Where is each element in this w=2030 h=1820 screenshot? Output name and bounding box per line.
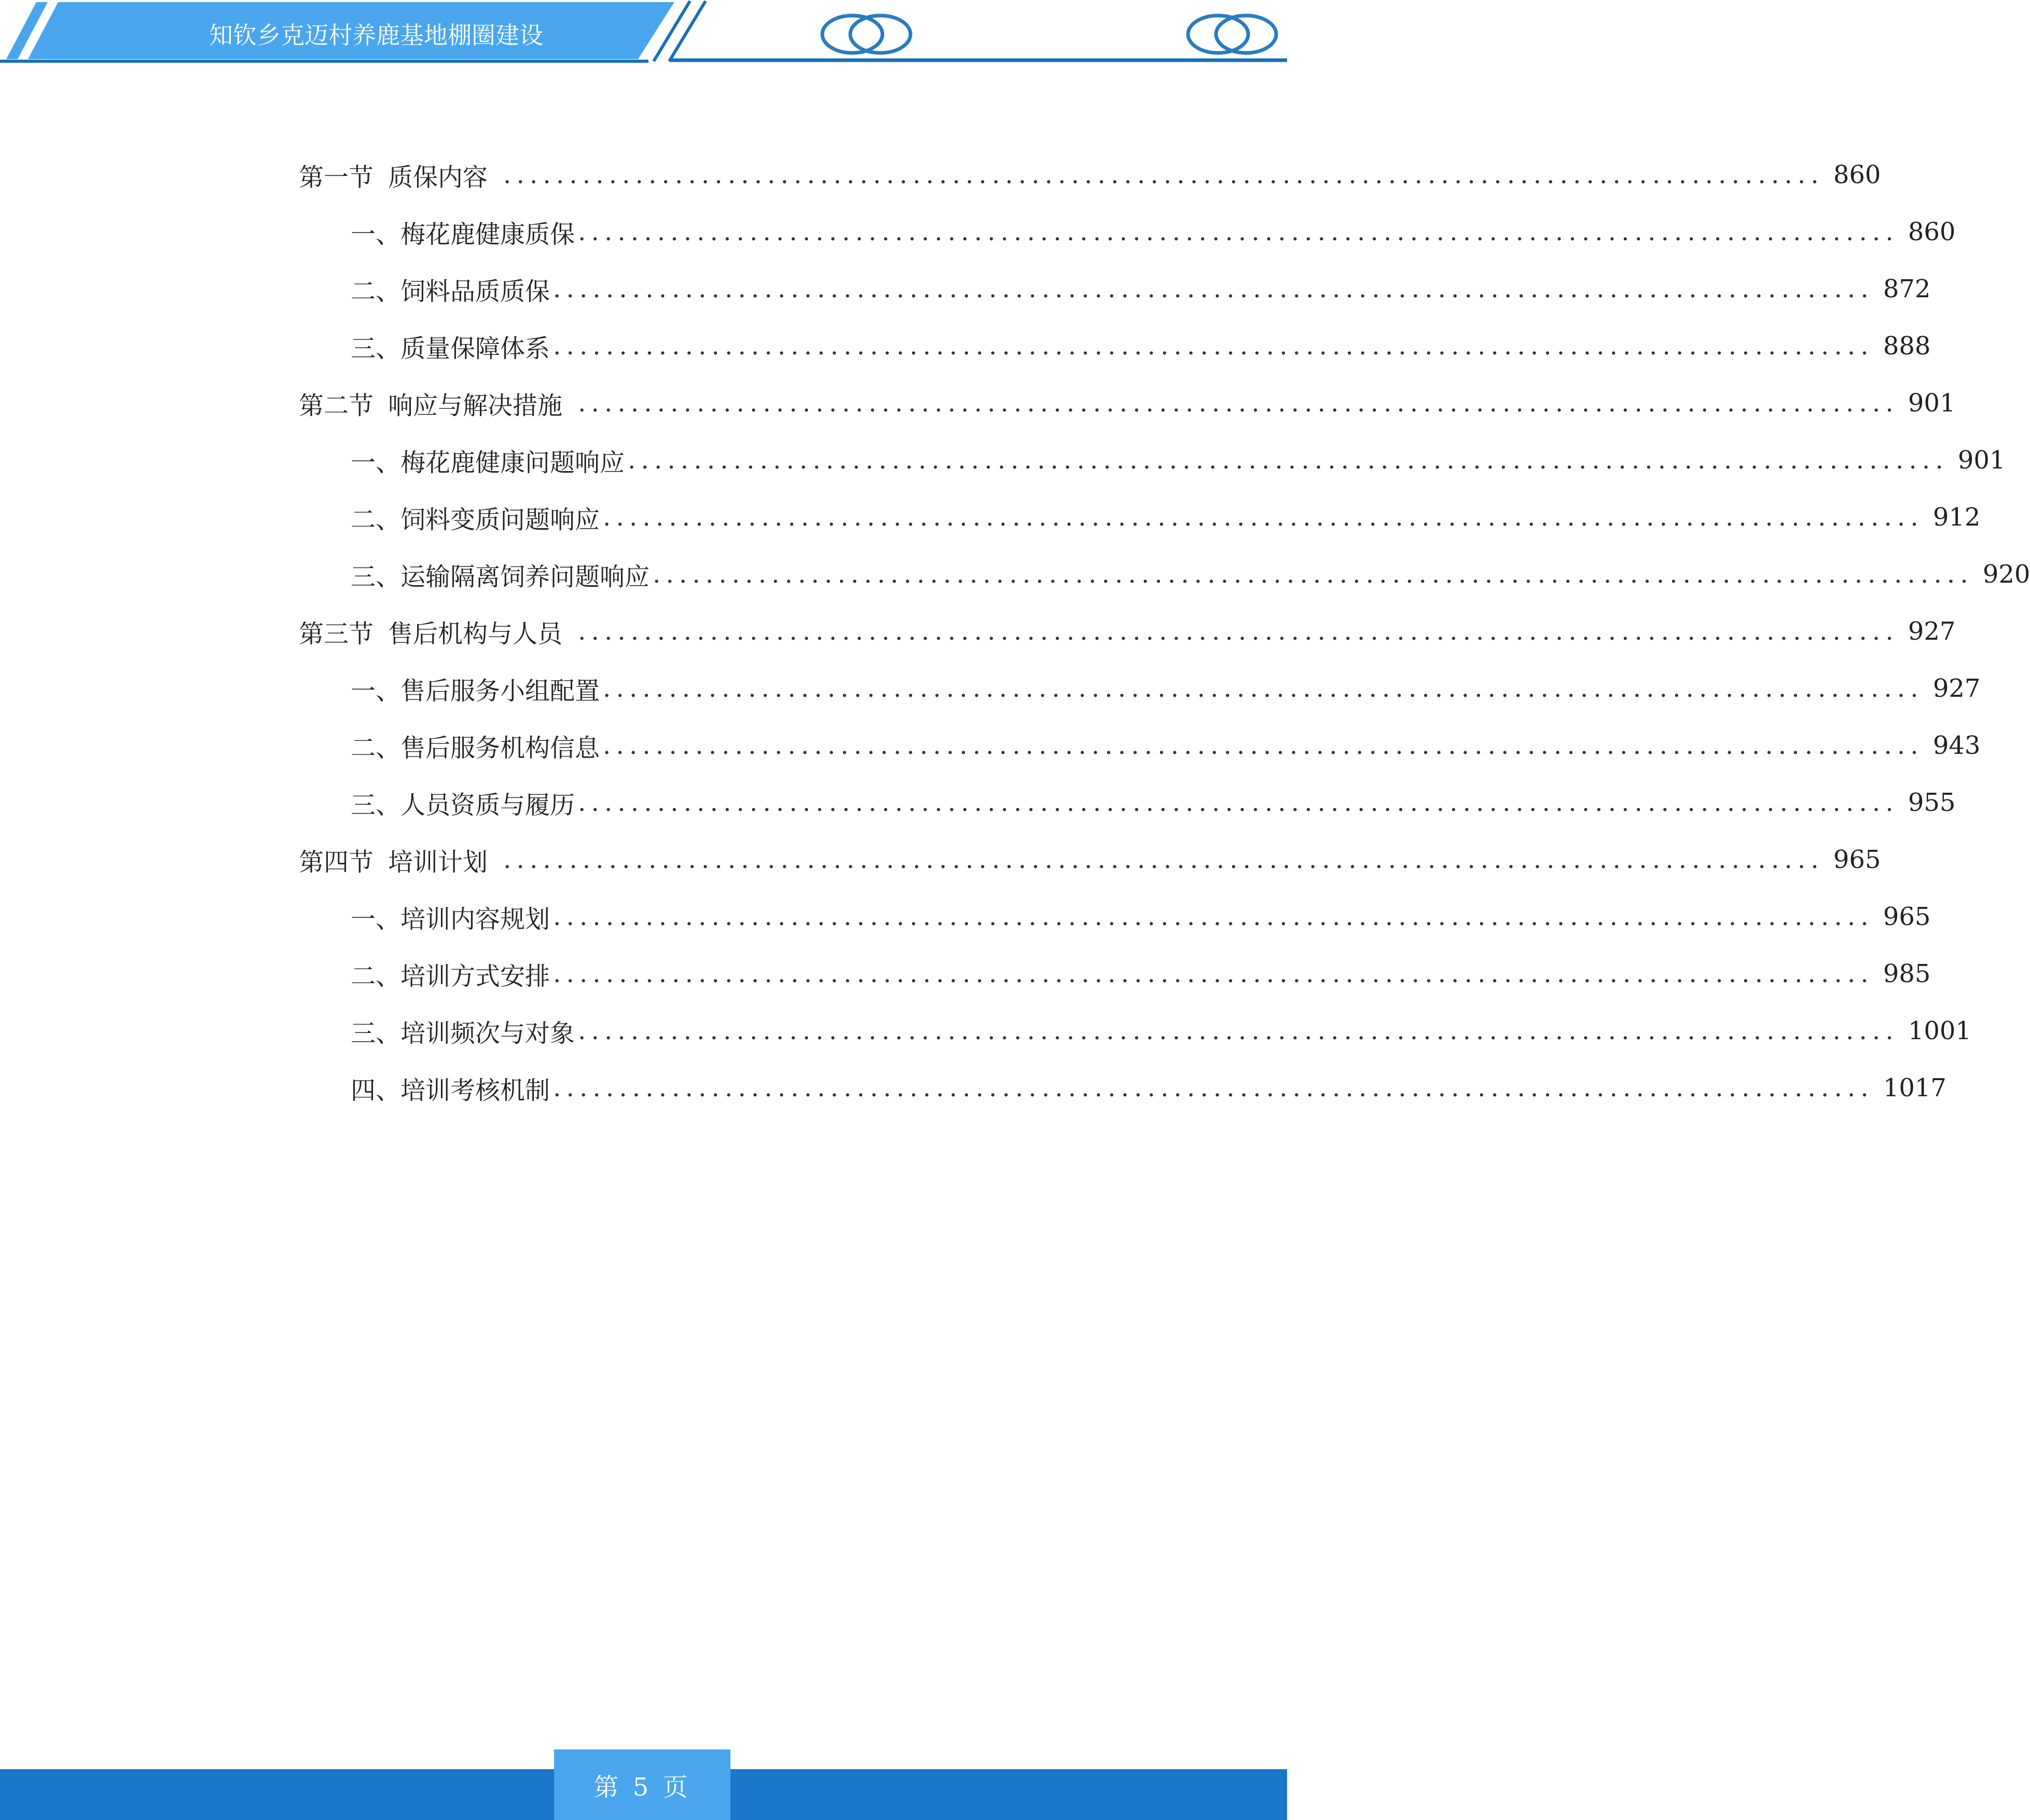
toc-page-number: 920: [1982, 560, 2030, 589]
toc-number: 四、: [351, 1076, 401, 1105]
toc-leader: ....................................................................................................: [503, 160, 1824, 189]
page-number-tab: [554, 1749, 730, 1820]
toc-subsection-row[interactable]: [299, 1002, 1971, 1059]
toc-label: 响应与解决措施: [388, 391, 563, 420]
toc-label: 质保内容: [388, 162, 488, 192]
toc-number: 三、: [351, 1018, 401, 1048]
toc-subsection-row[interactable]: [299, 203, 1956, 260]
toc-number: 第四节: [299, 847, 374, 877]
toc-subsection-row[interactable]: [299, 432, 2006, 489]
toc-leader: ....................................................................................................: [628, 446, 1949, 475]
toc-page-number: 872: [1883, 274, 1931, 304]
toc-page-number: 955: [1908, 788, 1956, 817]
toc-page-number: 912: [1932, 503, 1981, 532]
toc-leader: ....................................................................................................: [553, 274, 1874, 304]
toc-number: 二、: [351, 733, 401, 763]
toc-subsection-row[interactable]: [299, 318, 1931, 375]
toc-number: 第一节: [299, 162, 374, 192]
toc-label: 培训计划: [388, 847, 488, 877]
toc-section-row[interactable]: [299, 831, 1881, 888]
toc-page-number: 1001: [1908, 1016, 1971, 1045]
toc-label: 培训考核机制: [401, 1076, 550, 1105]
toc-leader: ....................................................................................................: [553, 1073, 1874, 1102]
toc-subsection-row[interactable]: [299, 489, 1981, 546]
toc-subsection-row[interactable]: [299, 888, 1931, 945]
toc-label: 运输隔离饲养问题响应: [401, 562, 650, 591]
header-title: 知钦乡克迈村养鹿基地棚圈建设: [209, 21, 543, 49]
toc-page-number: 965: [1833, 845, 1881, 874]
toc-leader: ....................................................................................................: [578, 617, 1899, 646]
toc-section-row[interactable]: [299, 603, 1956, 660]
toc-number: 三、: [351, 790, 401, 820]
toc-number: 一、: [351, 676, 401, 706]
toc-label: 售后服务机构信息: [401, 733, 600, 763]
toc-label: 梅花鹿健康问题响应: [401, 448, 625, 477]
toc-page-number: 927: [1908, 617, 1956, 646]
toc-number: 一、: [351, 448, 401, 477]
toc-subsection-row[interactable]: [299, 1059, 1946, 1116]
toc-label: 人员资质与履历: [401, 790, 575, 820]
toc-label: 培训方式安排: [401, 961, 550, 991]
toc-number: 三、: [351, 334, 401, 363]
toc-number: 一、: [351, 219, 401, 249]
toc-label: 饲料变质问题响应: [401, 505, 600, 534]
toc-label: 培训频次与对象: [401, 1018, 575, 1048]
toc-label: 培训内容规划: [401, 904, 550, 934]
toc-leader: ....................................................................................................: [503, 845, 1824, 874]
toc-number: 三、: [351, 562, 401, 591]
toc-section-row[interactable]: [299, 146, 1881, 203]
toc-page-number: 888: [1883, 332, 1931, 361]
toc-page-number: 901: [1908, 389, 1956, 418]
toc-label: 梅花鹿健康质保: [401, 219, 575, 249]
toc-subsection-row[interactable]: [299, 660, 1981, 717]
toc-page-number: 860: [1908, 217, 1956, 246]
toc-leader: ....................................................................................................: [553, 332, 1874, 361]
ring-logo-icon: [1183, 12, 1281, 56]
toc-label: 售后服务小组配置: [401, 676, 600, 706]
toc-section-row[interactable]: [299, 375, 1956, 432]
toc-page-number: 901: [1957, 446, 2006, 475]
toc-leader: ....................................................................................................: [603, 674, 1924, 703]
toc-leader: ....................................................................................................: [578, 1016, 1899, 1045]
toc-subsection-row[interactable]: [299, 717, 1981, 774]
toc-label: 质量保障体系: [401, 334, 550, 363]
toc-page-number: 860: [1833, 160, 1881, 189]
page-number-label: 第 5 页: [593, 1772, 691, 1802]
toc-leader: ....................................................................................................: [578, 788, 1899, 817]
toc-page-number: 927: [1932, 674, 1981, 703]
toc-number: 二、: [351, 277, 401, 306]
toc-leader: ....................................................................................................: [603, 503, 1924, 532]
toc-subsection-row[interactable]: [299, 546, 2030, 603]
toc-label: 售后机构与人员: [388, 619, 563, 649]
toc-number: 第三节: [299, 619, 374, 649]
toc-subsection-row[interactable]: [299, 774, 1956, 831]
toc-subsection-row[interactable]: [299, 260, 1931, 318]
toc-page-number: 943: [1932, 731, 1981, 760]
table-of-contents: [299, 146, 2030, 1116]
toc-number: 二、: [351, 505, 401, 534]
toc-number: 第二节: [299, 391, 374, 420]
toc-leader: ....................................................................................................: [578, 389, 1899, 418]
toc-page-number: 985: [1883, 959, 1931, 988]
toc-number: 二、: [351, 961, 401, 991]
toc-leader: ....................................................................................................: [603, 731, 1924, 760]
ring-logo-icon: [817, 12, 916, 56]
toc-subsection-row[interactable]: [299, 945, 1931, 1002]
toc-leader: ....................................................................................................: [653, 560, 1973, 589]
toc-page-number: 965: [1883, 902, 1931, 931]
toc-leader: ....................................................................................................: [553, 902, 1874, 931]
toc-label: 饲料品质质保: [401, 277, 550, 306]
toc-number: 一、: [351, 904, 401, 934]
toc-page-number: 1017: [1883, 1073, 1946, 1102]
toc-leader: ....................................................................................................: [578, 217, 1899, 246]
toc-leader: ....................................................................................................: [553, 959, 1874, 988]
